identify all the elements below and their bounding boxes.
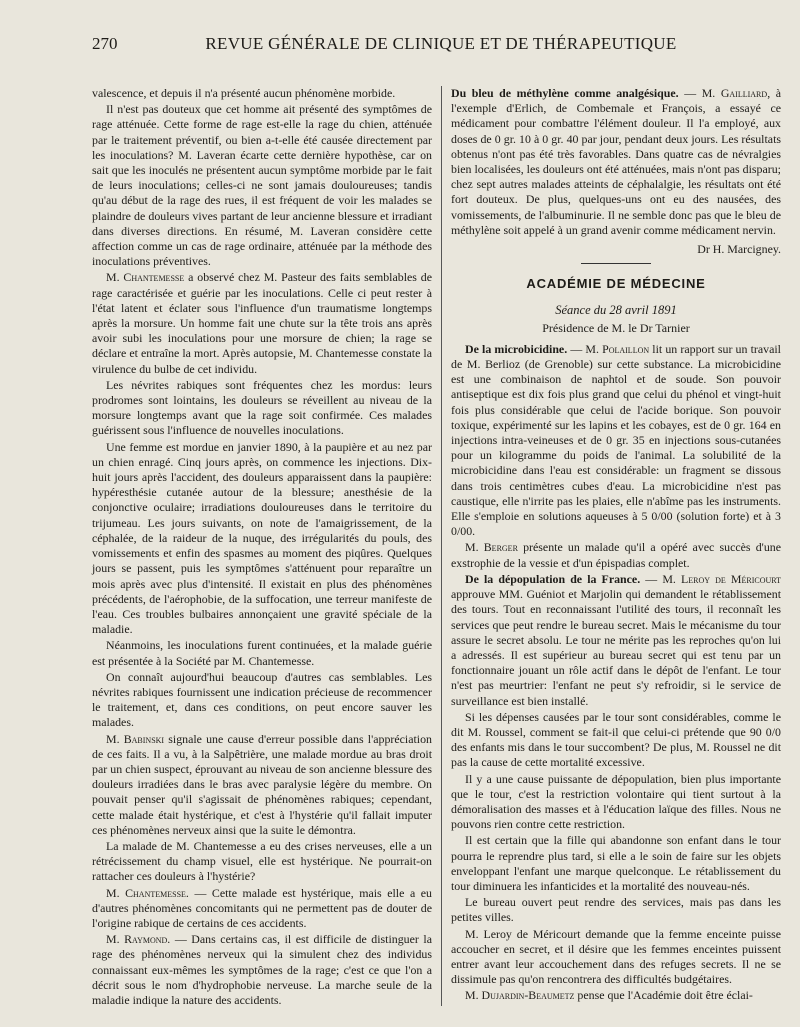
paragraph: Le bureau ouvert peut rendre des services, mais pas dans les petites villes. <box>451 895 781 925</box>
paragraph: De la microbicidine. — M. Polaillon lit un rapport sur un travail de M. Berlioz (de Grenoble) sur cette substance. La microbicidine est une combinaison de naphtol et de soude. Son pouvoir antiseptique est dix fois plus grand que celui du phénol et vingt-huit fois plus considérable que celui de l'acide borique. Son pouvoir toxique, expérimenté sur les lapins et les cobayes, est de 0 gr. 164 en injections intra-veineuses et de 0 gr. 35 en injections sous-cutanées pour un kilogramme du poids de l'animal. La solubilité de la microbicidine dans l'eau est considérable: un fragment se dissous dans trois centimètres cubes d'eau. La microbicidine n'est pas caustique, elle n'irrite pas les plaies, elle n'abîme pas les instruments. Elle s'emploie en solutions aqueuses à 5 0/00 (solution forte) et à 3 0/00. <box>451 341 781 539</box>
paragraph: La malade de M. Chantemesse a eu des crises nerveuses, elle a un rétrécissement du champ visuel, elle est hystérique. Ne pourrait-on rattacher ces douleurs à l'hystérie? <box>92 838 432 884</box>
paragraph-text: lit un rapport sur un travail de M. Berlioz (de Grenoble) sur cette substance. La microbicidine est une combinaison de naphtol et de soude. Son pouvoir antiseptique est dix fois plus grand que celui du phénol et vingt-huit fois plus considérable que celui de l'acide borique. Son pouvoir toxique, expérimenté sur les lapins et les cobayes, est de 0 gr. 164 en injections intra-veineuses et de 0 gr. 35 en injections sous-cutanées pour un kilogramme du poids de l'animal. La solubilité de la microbicidine dans l'eau est considérable: un fragment se dissous dans trois centimètres cubes d'eau. La microbicidine n'est pas caustique, elle n'irrite pas les plaies, elle n'abîme pas les instruments. Elle s'emploie en solutions aqueuses à 5 0/00 (solution forte) et à 3 0/00. <box>451 341 781 539</box>
paragraph: Néanmoins, les inoculations furent continuées, et la malade guérie est présentée à la Société par M. Chantemesse. <box>92 638 432 668</box>
presidency: Présidence de M. le Dr Tarnier <box>542 320 690 335</box>
speaker-name: M. Polaillon <box>585 341 650 356</box>
paragraph: On connaît aujourd'hui beaucoup d'autres cas semblables. Les névrites rabiques fournissent une indication précieuse de recommencer le traitement, et, dans ces conditions, on peut encore sauver les malades. <box>92 669 432 730</box>
right-column <box>451 86 781 1005</box>
paragraph: M. Leroy de Méricourt demande que la femme enceinte puisse accoucher en secret, et il désire que les femmes enceintes puissent entrer avant leur accouchement dans des refuges secrets. Il ne se dissimule pas qu'on rencontrera des difficultés budgétaires. <box>451 926 781 987</box>
section-rule <box>581 263 651 264</box>
paragraph <box>92 270 432 376</box>
paragraph: Du bleu de méthylène comme analgésique. — M. Gailliard, à l'exemple d'Erlich, de Combemale et François, a essayé ce médicament pour combattre l'élément douleur. Il l'a employé, aux doses de 0 gr. 10 à 0 gr. 40 par jour, pendant deux jours. Les résultats obtenus n'ont pas été très favorables. Dans quatre cas de névralgies bien localisées, les douleurs ont été atténuées, mais n'ont pas disparu; chez sept autres malades atteints de céphalalgie, les résultats ont été fort douteux. De plus, quelques-uns ont eu des nausées, des vomissements, de l'albuminurie. Il ne semble donc pas que le bleu de méthylène soit appelé à un grand avenir comme médicament nervin. <box>451 86 782 237</box>
running-title: REVUE GÉNÉRALE DE CLINIQUE ET DE THÉRAPEUTIQUE <box>205 34 677 53</box>
page-number: 270 <box>92 34 118 53</box>
signature: Dr H. Marcigney. <box>697 242 781 257</box>
speaker-name: M. Babinski <box>106 731 165 746</box>
paragraph <box>92 886 432 932</box>
speaker-name: M. Dujardin-Beaumetz <box>465 988 575 1003</box>
left-column <box>92 86 432 1009</box>
paragraph-text: — Dans certains cas, il est difficile de distinguer la rage des phénomènes nerveux qui la simulent chez des individus connaissant eux-mêmes les symptômes de la rage; c'est ce que l'on a décrit sous le nom d'hydrophobie nerveuse. La marche seule de la maladie indique la nature des accidents. <box>92 932 432 1007</box>
paragraph: Il y a une cause puissante de dépopulation, bien plus importante que le tour, c'est la restriction volontaire qui tient surtout à la démoralisation des masses et à l'éducation laïque des filles. Nous ne pouvons rien contre cette restriction. <box>451 771 781 832</box>
speaker-name: M. Chantemesse. <box>106 885 189 900</box>
paragraph-text: , à l'exemple d'Erlich, de Combemale et François, a essayé ce médicament pour combattre l'élément douleur. Il l'a employé, aux doses de 0 gr. 10 à 0 gr. 40 par jour, pendant deux jours. Les résultats obtenus n'ont pas été très favorables. Dans quatre cas de névralgies bien localisées, les douleurs ont été atténuées, mais n'ont pas disparu; chez sept autres malades atteints de céphalalgie, les résultats ont été fort douteux. De plus, quelques-uns ont eu des nausées, des vomissements, de l'albuminurie. Il ne semble donc pas que le bleu de méthylène soit appelé à un grand avenir comme médicament nervin. <box>451 86 782 237</box>
session-date: Séance du 28 avril 1891 <box>555 303 677 318</box>
paragraph: Une femme est mordue en janvier 1890, à la paupière et au nez par un chien enragé. Cinq jours après, on commence les injections. Dix-huit jours après l'accident, des douleurs apparaissent dans la paupière: hypéresthésie cutanée autour de la blessure; anesthésie de la conjonctive oculaire; irradiations douloureuses dans le territoire du trijumeau. Les jours suivants, on note de l'amaigrissement, de la céphalée, de la raideur de la nuque, des irrégularités du pouls, des vomissements et enfin des spasmes au moment des piqûres. Quelques jours se passent, puis les symptômes s'atténuent pour reparaître un mois après avec plus d'intensité. Il existait en plus des phénomènes précédents, de l'aérophobie, de la suffocation, une terreur manifeste de l'eau. Ces troubles bulbaires annonçaient une gravité spéciale de la maladie. <box>92 439 432 637</box>
paragraph <box>451 988 781 1003</box>
speaker-name: M. Gailliard <box>701 86 768 100</box>
article-title: Du bleu de méthylène comme analgésique. <box>451 86 679 100</box>
speaker-name: M. Chantemesse <box>106 270 185 285</box>
speaker-name: M. Raymond. <box>106 932 171 947</box>
paragraph-text: signale une cause d'erreur possible dans l'appréciation de ces faits. Il a vu, à la Salpêtrière, une malade mordue au bras droit par un chien suspect, éprouvant au niveau de son ancienne blessure des douleurs irradiées dans le bras avec paralysie légère du membre. On pouvait penser qu'il s'agissait de phénomènes rabiques; cependant, cette malade était hystérique, et c'est à l'hystérie qu'il fallait imputer ces phénomènes nerveux ainsi que la suite le démontra. <box>92 731 432 837</box>
page-header <box>92 34 770 54</box>
article-title: De la dépopulation de la France. <box>465 571 641 586</box>
paragraph <box>92 932 432 1008</box>
paragraph: Il est certain que la fille qui abandonne son enfant dans le tour pourra le reprendre plus tard, si elle a le soin de faire sur les objets enveloppant l'enfant une marque quelconque. Le rétablissement du tour diminuera les infanticides et la mortalité des nouveau-nés. <box>451 833 781 893</box>
paragraph: Les névrites rabiques sont fréquentes chez les mordus: leurs prodromes sont lointains, les douleurs se réveillent au niveau de la morsure longtemps avant que la rage soit confirmée. Ces malades guérissent sous l'influence de nouvelles inoculations. <box>92 377 432 438</box>
paragraph-text: approuve MM. Guéniot et Marjolin qui demandent le rétablissement des tours. Tout en reconnaissant l'utilité des tours, il reconnaît les services que peut rendre le bureau secret. Mais le mécanisme du tour assure le secret absolu. Le tour ne mérite pas les reproches qu'on lui a adressés. Il est supérieur au bureau secret qui est tenu par un fonctionnaire jouant un rôle actif dans le dépôt de l'enfant. Le tour n'est pas meurtrier: l'enfant ne peut s'y refroidir, si le service de surveillance est bien installé. <box>451 587 781 708</box>
speaker-name: M. Berger <box>465 540 518 555</box>
paragraph: Si les dépenses causées par le tour sont considérables, comme le dit M. Roussel, comment se fait-il que celui-ci prétende que 90 0/0 des enfants mis dans le tour succombent? De plus, M. Roussel ne dit pas la cause de cette mortalité excessive. <box>451 709 781 770</box>
section-title: ACADÉMIE DE MÉDECINE <box>526 276 706 292</box>
article-title: De la microbicidine. <box>465 341 568 356</box>
paragraph-text: a observé chez M. Pasteur des faits semblables de rage caractérisée et guérie par les inoculations. Celle ci peut rester à l'état latent et éclater sous l'influence d'un traumatisme longtemps après la morsure. Un homme fait une chute sur la tête trois ans après avoir subi les inoculations pour une morsure de chien; la rage se déclare et entraîne la mort. Après autopsie, M. Chantemesse constate la virulence du bulbe de cet individu. <box>92 270 432 376</box>
paragraph <box>92 732 432 838</box>
paragraph-text: — Cette malade est hystérique, mais elle a eu d'autres phénomènes concomitants qui ne permettent pas de douter de l'origine rabique de certains de ces accidents. <box>92 885 432 930</box>
paragraph-text: pense que l'Académie doit être éclai- <box>574 988 753 1003</box>
speaker-name: M. Leroy de Méricourt <box>662 571 781 586</box>
paragraph: Il n'est pas douteux que cet homme ait présenté des symptômes de rage atténuée. Cette forme de rage est-elle la rage du chien, atténuée par le traitement préventif, ou bien a-t-elle été causée directement par les inoculations? M. Laveran écarte cette dernière hypothèse, car on sait que les inoculés ne présentent aucun symptôme morbide par le fait de leurs inoculations; celles-ci ne sont jamais douloureuses; tandis qu'au début de la rage des rues, il est fréquent de voir les malades se plaindre de douleurs vives partant de leur ancienne blessure et irradiant dans diverses directions. En résumé, M. Laveran considère cette affection comme un cas de rage ordinaire, atténuée par la méthode des inoculations préventives. <box>92 102 432 269</box>
column-divider <box>441 86 442 1006</box>
paragraph <box>451 540 781 570</box>
paragraph-text: présente un malade qu'il a opéré avec succès d'une exstrophie de la vessie et d'un épispadias complet. <box>451 540 781 570</box>
paragraph: valescence, et depuis il n'a présenté aucun phénomène morbide. <box>92 86 396 100</box>
paragraph: De la dépopulation de la France. — M. Leroy de Méricourt approuve MM. Guéniot et Marjolin qui demandent le rétablissement des tours. Tout en reconnaissant l'utilité des tours, il reconnaît les services que peut rendre le bureau secret. Mais le mécanisme du tour assure le secret absolu. Le tour ne mérite pas les reproches qu'on lui a adressés. Il est supérieur au bureau secret qui est tenu par un fonctionnaire jouant un rôle actif dans le dépôt de l'enfant. Le tour n'est pas meurtrier: l'enfant ne peut s'y refroidir, si le service de surveillance est bien installé. <box>451 571 781 708</box>
